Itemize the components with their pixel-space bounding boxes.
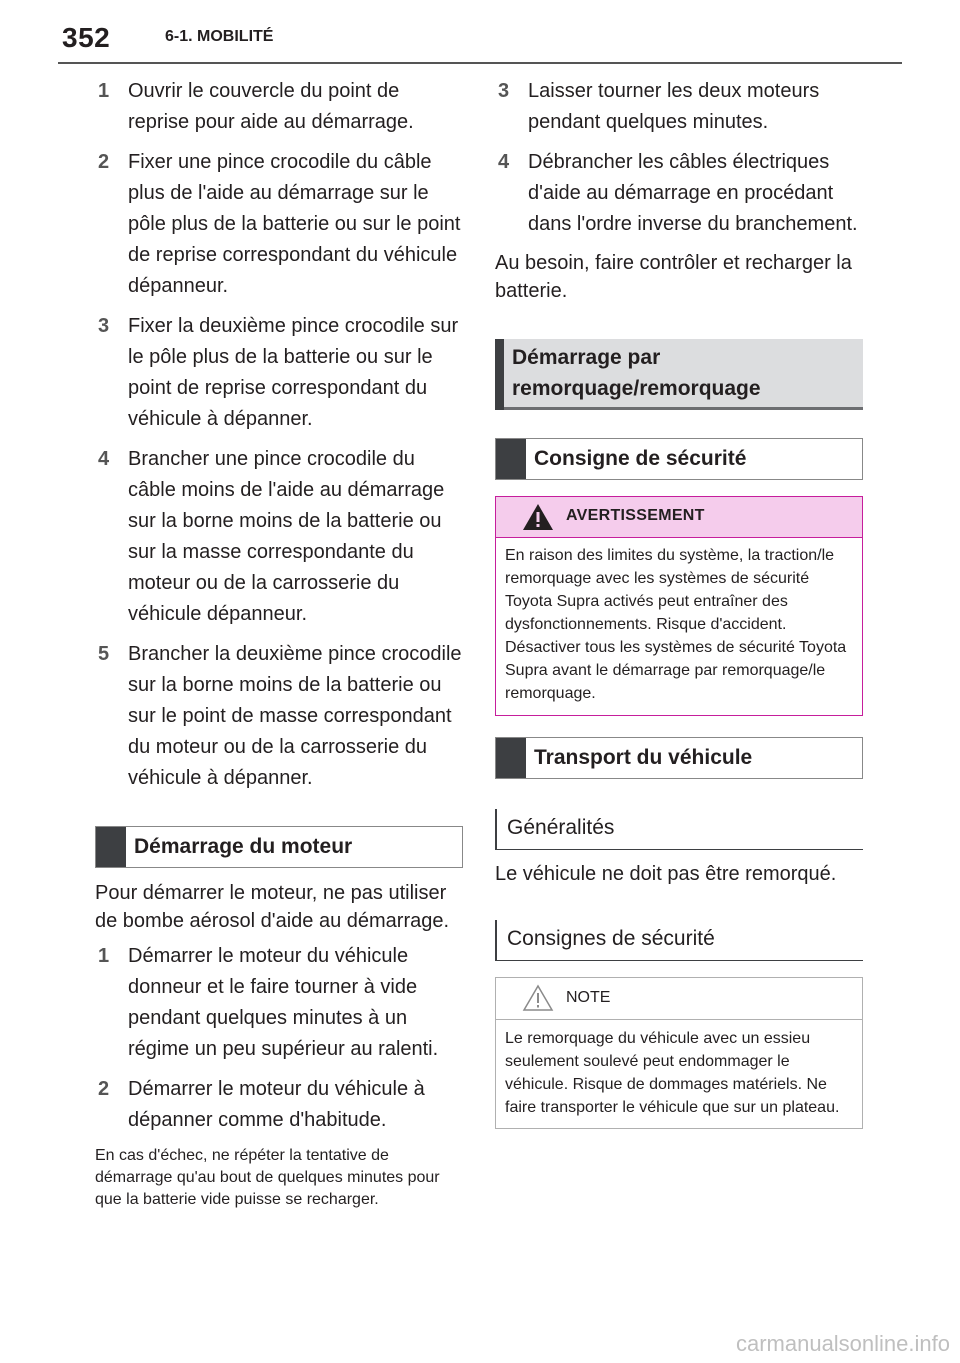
step-text: Démarrer le moteur du véhicule à dépanner comme d'habitude. xyxy=(128,1078,425,1131)
heading-bar xyxy=(495,339,504,410)
intro-paragraph: Pour démarrer le moteur, ne pas utiliser de bombe aérosol d'aide au démarrage. xyxy=(95,882,450,932)
step-text: Ouvrir le couvercle du point de reprise pour aide au démarrage. xyxy=(128,80,414,133)
step-number: 2 xyxy=(98,1078,110,1100)
note-box xyxy=(495,977,863,1129)
heading-text: Transport du véhicule xyxy=(534,746,753,769)
subheading-safety: Consignes de sécurité xyxy=(495,920,863,961)
list-item xyxy=(495,76,863,138)
list-item xyxy=(95,147,463,302)
section-title: 6-1. MOBILITÉ xyxy=(165,28,274,45)
list-item xyxy=(95,639,463,794)
warning-box xyxy=(495,496,863,716)
step-number: 5 xyxy=(98,643,110,665)
heading-start-engine xyxy=(95,826,463,868)
header-rule xyxy=(58,62,902,64)
left-column xyxy=(95,76,463,1211)
heading-text: Démarrage par remorquage/remorquage xyxy=(512,346,761,400)
connect-steps-list xyxy=(95,76,463,794)
finish-steps-list xyxy=(495,76,863,240)
page-header xyxy=(0,0,960,62)
note-text: Le remorquage du véhicule avec un essieu seulement soulevé peut endommager le véhicule. Risque de dommages matériels. Ne faire transporter le véhicule que sur un plateau. xyxy=(505,1030,840,1116)
step-number: 4 xyxy=(498,151,510,173)
step-number: 2 xyxy=(98,151,110,173)
heading-bar xyxy=(496,738,526,778)
step-text: Laisser tourner les deux moteurs pendant quelques minutes. xyxy=(528,80,820,133)
warning-header xyxy=(496,497,862,538)
step-number: 3 xyxy=(98,315,110,337)
step-number: 1 xyxy=(98,80,110,102)
footnote-paragraph: En cas d'échec, ne répéter la tentative de démarrage qu'au bout de quelques minutes pour que la batterie vide puisse se recharger. xyxy=(95,1147,440,1208)
step-number: 4 xyxy=(98,448,110,470)
step-number: 3 xyxy=(498,80,510,102)
recharge-paragraph: Au besoin, faire contrôler et recharger la batterie. xyxy=(495,252,852,302)
step-text: Débrancher les câbles électriques d'aide au démarrage en procédant dans l'ordre inverse du branchement. xyxy=(528,151,858,235)
heading-text: Consigne de sécurité xyxy=(534,447,747,470)
warning-text: En raison des limites du système, la traction/le remorquage avec les systèmes de sécurité Toyota Supra activés peut entraîner des dysfonctionnements. Risque d'accident. Désactiver tous les systèmes de sécurité Toyota Supra avant le démarrage par remorquage/le remorquage. xyxy=(505,547,847,702)
step-number: 1 xyxy=(98,945,110,967)
step-text: Brancher la deuxième pince crocodile sur la borne moins de la batterie ou sur le point de masse correspondant du moteur ou de la carrosserie du véhicule à dépanner. xyxy=(128,643,462,789)
step-text: Brancher une pince crocodile du câble moins de l'aide au démarrage sur la borne moins de la batterie ou sur la masse correspondante du moteur ou de la carrosserie du véhicule dépanneur. xyxy=(128,448,445,625)
list-item xyxy=(495,147,863,240)
heading-bar xyxy=(96,827,126,867)
note-label: NOTE xyxy=(566,989,611,1006)
watermark: carmanualsonline.info xyxy=(735,1331,950,1356)
step-text: Démarrer le moteur du véhicule donneur et le faire tourner à vide pendant quelques minutes à un régime un peu supérieur au ralenti. xyxy=(128,945,439,1060)
list-item xyxy=(95,311,463,435)
heading-safety xyxy=(495,438,863,480)
list-item xyxy=(95,76,463,138)
heading-transport xyxy=(495,737,863,779)
list-item xyxy=(95,444,463,630)
warning-label: AVERTISSEMENT xyxy=(566,507,705,524)
warning-triangle-icon xyxy=(522,503,554,531)
heading-tow-start xyxy=(495,339,863,410)
heading-bar xyxy=(496,439,526,479)
heading-text: Démarrage du moteur xyxy=(134,835,353,858)
caution-triangle-outline-icon xyxy=(522,984,554,1012)
right-column xyxy=(495,76,863,1129)
step-text: Fixer la deuxième pince crocodile sur le pôle plus de la batterie ou sur le point de reprise correspondant du véhicule à dépanner. xyxy=(128,315,459,430)
page-number: 352 xyxy=(62,22,111,53)
list-item xyxy=(95,941,463,1065)
step-text: Fixer une pince crocodile du câble plus de l'aide au démarrage sur le pôle plus de la batterie ou sur le point de reprise correspondant du véhicule dépanneur. xyxy=(128,151,461,297)
general-paragraph: Le véhicule ne doit pas être remorqué. xyxy=(495,863,837,885)
list-item xyxy=(95,1074,463,1136)
start-steps-list xyxy=(95,941,463,1136)
note-header xyxy=(496,978,862,1020)
subheading-general: Généralités xyxy=(495,809,863,850)
